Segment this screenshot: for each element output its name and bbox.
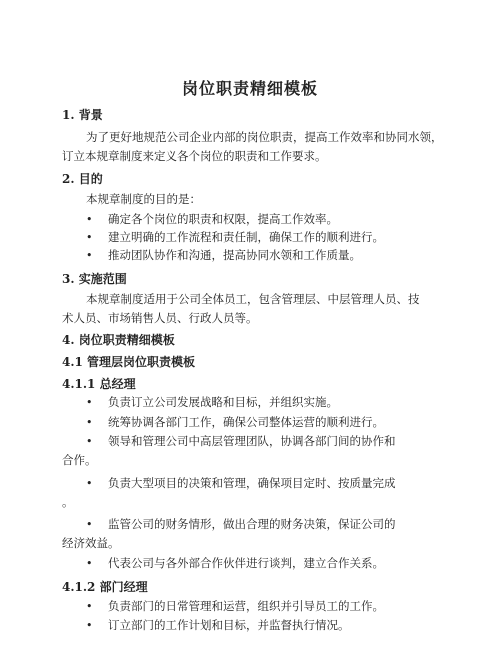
list-item: • 负责部门的日常管理和运营，组织并引导员工的工作。 [108, 597, 384, 616]
bullet-icon: • [86, 619, 93, 632]
list-item: • 负责大型项目的决策和管理，确保项目定时、按质量完成 。 [62, 476, 396, 509]
list-item: • 负责订立公司发展战略和目标，并组织实施。 [108, 393, 338, 412]
document-title: 岗位职责精细模板 [181, 79, 318, 98]
bullet-icon: • [86, 477, 93, 490]
bullet-icon: • [86, 213, 93, 226]
section-3-heading: 3. 实施范围 [62, 272, 127, 286]
section-2-heading: 2. 目的 [62, 172, 103, 186]
list-item: • 领导和管理公司中高层管理团队，协调各部门间的协作和 合作。 [62, 434, 396, 467]
section-4-1-heading: 4.1 管理层岗位职责模板 [62, 355, 196, 369]
list-item: • 订立部门的工作计划和目标，并监督执行情况。 [108, 616, 350, 635]
list-item: • 监管公司的财务情形，做出合理的财务决策，保证公司的 经济效益。 [62, 517, 396, 550]
bullet-icon: • [86, 231, 93, 244]
section-3-text-line-1: 本规章制度适用于公司全体员工，包含管理层、中层管理人员、技 [86, 292, 420, 306]
section-3-text-line-2: 术人员、市场销售人员、行政人员等。 [62, 311, 258, 325]
section-1-text-line-2: 订立本规章制度来定义各个岗位的职责和工作要求。 [62, 149, 327, 163]
bullet-icon: • [86, 435, 93, 448]
bullet-icon: • [86, 396, 93, 409]
section-4-heading: 4. 岗位职责精细模板 [62, 333, 175, 347]
section-1-text-line-1: 为了更好地规范公司企业内部的岗位职责，提高工作效率和协同水领， [86, 130, 443, 144]
list-item: • 代表公司与各外部合作伙伴进行谈判，建立合作关系。 [108, 554, 384, 573]
bullet-icon: • [86, 249, 93, 262]
bullet-icon: • [86, 557, 93, 570]
list-item: • 建立明确的工作流程和责任制，确保工作的顺利进行。 [108, 228, 384, 247]
section-2-intro: 本规章制度的目的是： [86, 192, 201, 206]
list-item: • 推动团队协作和沟通，提高协同水领和工作质量。 [108, 246, 361, 265]
bullet-icon: • [86, 600, 93, 613]
section-4-1-1-heading: 4.1.1 总经理 [62, 377, 136, 391]
list-item: • 统筹协调各部门工作，确保公司整体运营的顺利进行。 [108, 413, 384, 432]
list-item: • 确定各个岗位的职责和权限，提高工作效率。 [108, 210, 338, 229]
bullet-icon: • [86, 416, 93, 429]
bullet-icon: • [86, 518, 93, 531]
section-1-heading: 1. 背景 [62, 108, 103, 122]
section-4-1-2-heading: 4.1.2 部门经理 [62, 580, 148, 594]
